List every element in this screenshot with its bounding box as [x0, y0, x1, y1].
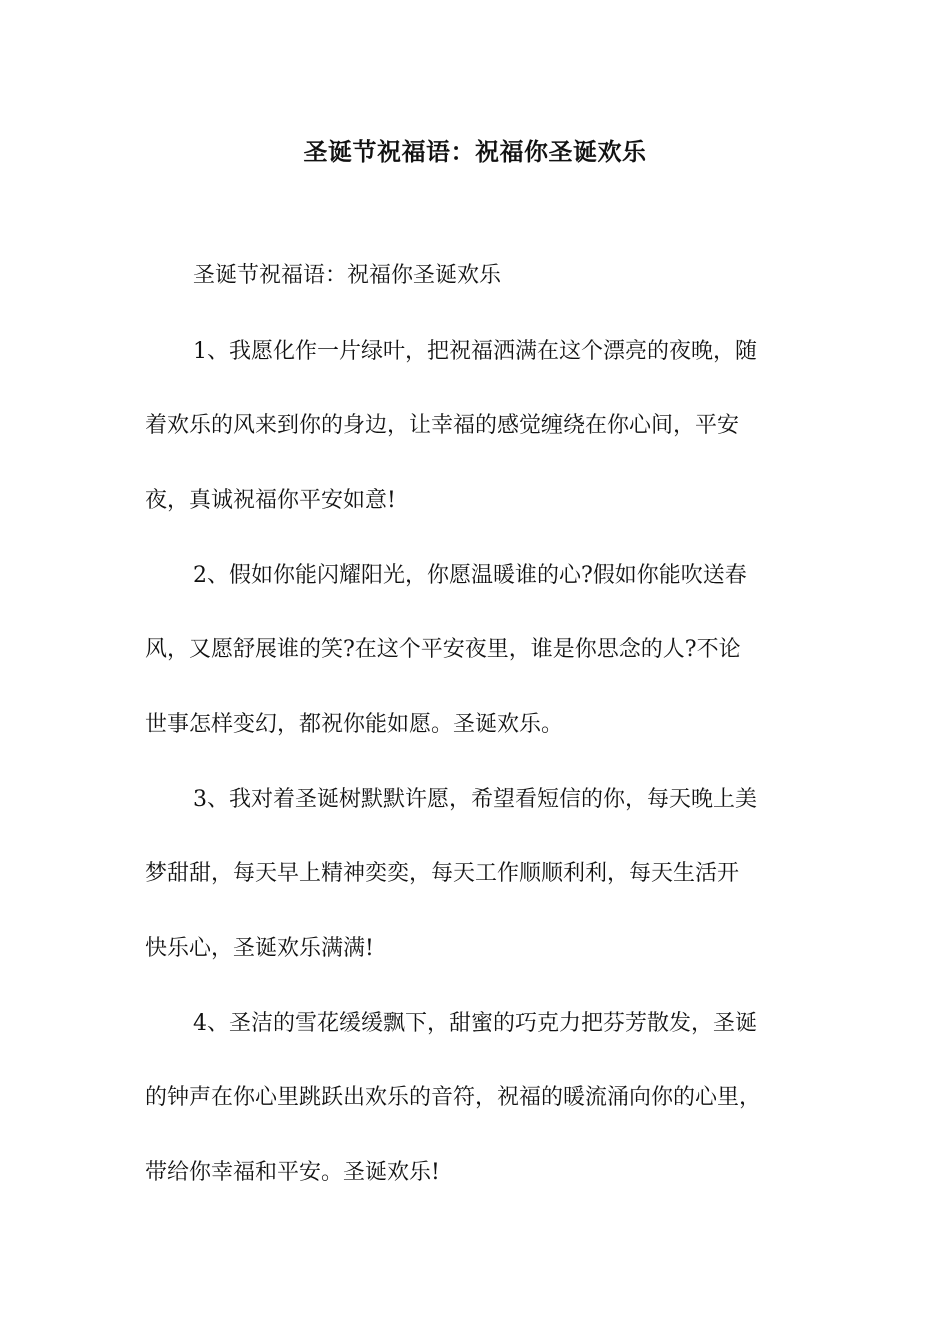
- subtitle: 圣诞节祝福语：祝福你圣诞欢乐: [193, 263, 502, 288]
- paragraph-2-line-2: 风，又愿舒展谁的笑?在这个平安夜里，谁是你思念的人?不论: [145, 637, 741, 662]
- paragraph-3-line-3: 快乐心，圣诞欢乐满满!: [145, 936, 374, 961]
- paragraph-2-line-1: 2、假如你能闪耀阳光，你愿温暖谁的心?假如你能吹送春: [193, 563, 747, 588]
- paragraph-1-line-1: 1、我愿化作一片绿叶，把祝福洒满在这个漂亮的夜晚，随: [193, 339, 757, 364]
- paragraph-3-line-2: 梦甜甜，每天早上精神奕奕，每天工作顺顺利利，每天生活开: [145, 861, 740, 886]
- paragraph-4-line-1: 4、圣洁的雪花缓缓飘下，甜蜜的巧克力把芬芳散发，圣诞: [193, 1011, 757, 1036]
- paragraph-4-line-3: 带给你幸福和平安。圣诞欢乐!: [145, 1160, 440, 1185]
- paragraph-1-line-3: 夜，真诚祝福你平安如意!: [145, 488, 396, 513]
- page-title: 圣诞节祝福语：祝福你圣诞欢乐: [303, 137, 647, 166]
- paragraph-2-line-3: 世事怎样变幻，都祝你能如愿。圣诞欢乐。: [145, 712, 564, 737]
- paragraph-3-line-1: 3、我对着圣诞树默默许愿，希望看短信的你，每天晚上美: [193, 787, 757, 812]
- paragraph-1-line-2: 着欢乐的风来到你的身边，让幸福的感觉缠绕在你心间，平安: [145, 413, 740, 438]
- paragraph-4-line-2: 的钟声在你心里跳跃出欢乐的音符，祝福的暖流涌向你的心里，: [145, 1085, 762, 1110]
